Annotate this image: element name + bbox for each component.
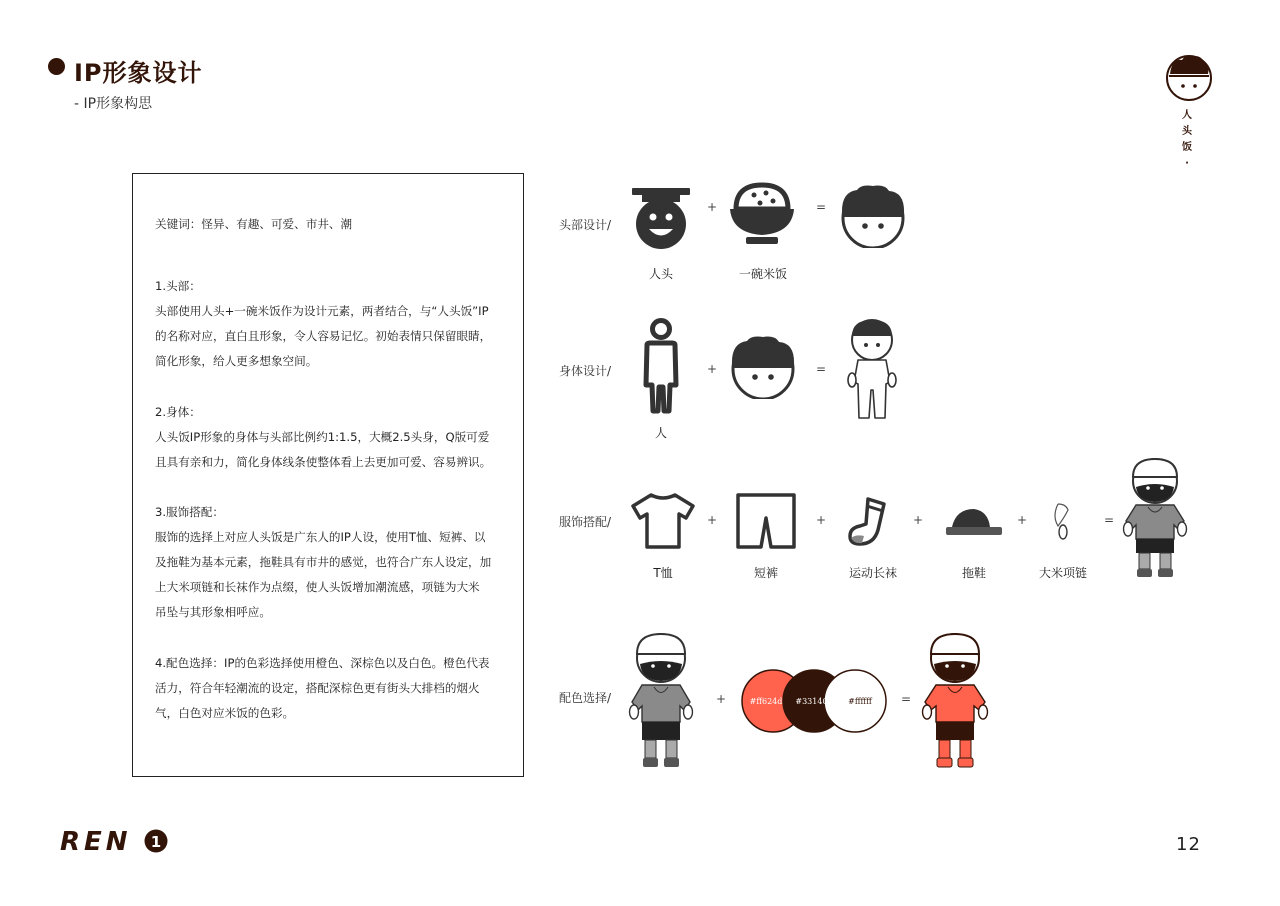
character-colored-icon: [920, 630, 990, 772]
section-line: 人头饭IP形象的身体与头部比例约1:1.5，大概2.5头身，Q版可爱: [155, 430, 490, 444]
caption-person: 人: [654, 426, 667, 440]
caption-necklace: 大米项链: [1038, 566, 1087, 580]
brand-char: 头: [1182, 126, 1192, 137]
tshirt-icon: [630, 492, 696, 550]
section-body: [155, 400, 505, 475]
equals-sign: =: [816, 362, 827, 376]
shorts-icon: [734, 492, 798, 552]
swatch-label-white: #ffffff: [848, 697, 872, 706]
section-heading: 3.服饰搭配：: [155, 505, 225, 519]
concept-text-box: [132, 173, 524, 777]
section-outfit: [155, 500, 505, 625]
caption-rice-bowl: 一碗米饭: [738, 267, 787, 281]
section-line: 简化形象，给人更多想象空间。: [155, 354, 318, 368]
section-heading: 4.配色选择：IP的色彩选择使用橙色、深棕色以及白色。橙色代表: [155, 656, 490, 670]
section-line: 及拖鞋为基本元素，拖鞋具有市井的感觉，也符合广东人设定，加: [155, 555, 492, 569]
section-heading: 2.身体：: [155, 405, 201, 419]
row-label-head: 头部设计/: [559, 218, 612, 232]
rice-head-icon: [839, 182, 907, 248]
rice-necklace-icon: [1050, 500, 1076, 548]
swatch-label-brown: #331408: [795, 697, 833, 706]
plus-sign: +: [913, 513, 924, 527]
page-subtitle: - IP形象构思: [74, 96, 153, 112]
section-head: [155, 274, 505, 374]
character-body-icon: [844, 316, 900, 422]
section-line: 气，白色对应米饭的色彩。: [155, 706, 295, 720]
person-outline-icon: [638, 317, 686, 417]
character-gray-icon: [628, 630, 694, 772]
plus-sign: +: [707, 362, 718, 376]
rice-bowl-icon: [726, 181, 798, 249]
brand-char: 人: [1182, 110, 1192, 121]
section-line: 服饰的选择上对应人头饭是广东人的IP人设，使用T恤、短裤、以: [155, 530, 486, 544]
plus-sign: +: [707, 200, 718, 214]
slipper-icon: [944, 505, 1004, 539]
page-number: 12: [1176, 834, 1201, 855]
equals-sign: =: [901, 692, 912, 706]
swatch-label-orange: #ff624d: [749, 697, 783, 706]
section-line: 且具有亲和力，简化身体线条使整体看上去更加可爱、容易辨识。: [155, 455, 492, 469]
caption-human-head: 人头: [648, 267, 673, 281]
brand-char: 饭: [1182, 142, 1192, 153]
equals-sign: =: [1104, 513, 1115, 527]
brand-vertical-text: [1180, 108, 1194, 172]
keywords-line: 关键词：怪异、有趣、可爱、市井、潮: [155, 217, 353, 231]
rice-head-icon: [729, 333, 797, 399]
reno-logo: [60, 826, 172, 856]
section-line: 活力，符合年轻潮流的设定，搭配深棕色更有街头大排档的烟火: [155, 681, 480, 695]
caption-slipper: 拖鞋: [961, 566, 986, 580]
section-heading: 1.头部：: [155, 279, 201, 293]
color-swatches: [740, 668, 890, 734]
title-bullet: [48, 58, 65, 75]
section-color: [155, 651, 505, 726]
plus-sign: +: [716, 692, 727, 706]
logo-text: REN: [60, 827, 132, 856]
section-line: 上大米项链和长袜作为点缀，使人头饭增加潮流感，项链为大米: [155, 580, 480, 594]
section-line: 吊坠与其形象相呼应。: [155, 605, 271, 619]
plus-sign: +: [707, 513, 718, 527]
logo-badge: 1: [150, 833, 162, 851]
plus-sign: +: [1017, 513, 1028, 527]
character-outfit-gray-icon: [1122, 455, 1188, 583]
row-label-outfit: 服饰搭配/: [559, 515, 612, 529]
human-head-icon: [630, 184, 692, 252]
caption-shorts: 短裤: [753, 566, 778, 580]
section-line: 头部使用人头+一碗米饭作为设计元素，两者结合，与“人头饭”IP: [155, 304, 489, 318]
section-line: 的名称对应，直白且形象，令人容易记忆。初始表情只保留眼睛，: [155, 329, 492, 343]
plus-sign: +: [816, 513, 827, 527]
caption-sock: 运动长袜: [848, 566, 897, 580]
brand-char: ·: [1185, 158, 1189, 169]
row-label-color: 配色选择/: [559, 691, 612, 705]
equals-sign: =: [816, 200, 827, 214]
row-label-body: 身体设计/: [559, 364, 612, 378]
page-title: IP形象设计: [74, 59, 203, 87]
caption-tshirt: T恤: [653, 566, 673, 580]
sock-icon: [846, 496, 890, 550]
